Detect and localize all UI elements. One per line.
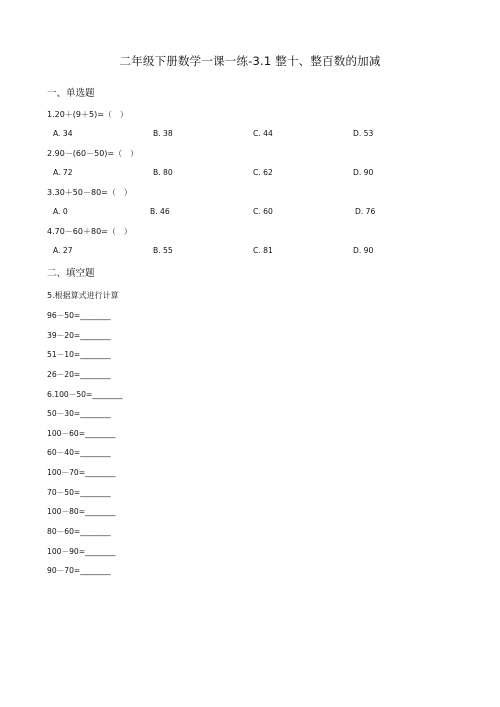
question-5-heading: 5.根据算式进行计算 [47, 291, 119, 300]
question-2-option-b: B. 80 [153, 168, 173, 177]
question-4-option-a: A. 27 [53, 246, 73, 255]
fill-item: 100－60=________ [47, 429, 116, 438]
fill-item: 90－70=________ [47, 566, 111, 575]
page-title: 二年级下册数学一课一练-3.1 整十、整百数的加减 [119, 54, 381, 68]
question-4-option-b: B. 55 [153, 246, 173, 255]
question-1-option-d: D. 53 [353, 129, 374, 138]
fill-item: 100－90=________ [47, 547, 116, 556]
question-4-option-c: C. 81 [253, 246, 273, 255]
fill-item: 50－30=________ [47, 409, 111, 418]
fill-item: 6.100－50=________ [47, 390, 123, 399]
fill-item: 80－60=________ [47, 527, 111, 536]
fill-item: 100－70=________ [47, 468, 116, 477]
fill-item: 96－50=________ [47, 311, 111, 320]
question-3-option-d: D. 76 [355, 207, 376, 216]
fill-item: 100－80=________ [47, 507, 116, 516]
question-2-option-a: A. 72 [53, 168, 73, 177]
section-heading-single-choice: 一、单选题 [47, 88, 95, 99]
question-3-stem: 3.30＋50－80=（ ） [47, 188, 132, 197]
question-4-stem: 4.70－60＋80=（ ） [47, 227, 132, 236]
question-4-option-d: D. 90 [353, 246, 374, 255]
question-1-option-a: A. 34 [53, 129, 73, 138]
section-heading-fill-blank: 二、填空题 [47, 268, 95, 279]
question-1-option-b: B. 38 [153, 129, 173, 138]
fill-item: 60－40=________ [47, 448, 111, 457]
question-2-option-d: D. 90 [353, 168, 374, 177]
question-1-option-c: C. 44 [253, 129, 273, 138]
question-1-stem: 1.20＋(9＋5)=（ ） [47, 110, 128, 119]
question-2-option-c: C. 62 [253, 168, 273, 177]
fill-item: 39－20=________ [47, 331, 111, 340]
fill-item: 70－50=________ [47, 488, 111, 497]
fill-item: 26－20=________ [47, 370, 111, 379]
question-3-option-c: C. 60 [253, 207, 273, 216]
question-3-option-b: B. 46 [150, 207, 170, 216]
fill-item: 51－10=________ [47, 350, 111, 359]
question-2-stem: 2.90－(60－50)=（ ） [47, 149, 139, 158]
question-3-option-a: A. 0 [53, 207, 68, 216]
